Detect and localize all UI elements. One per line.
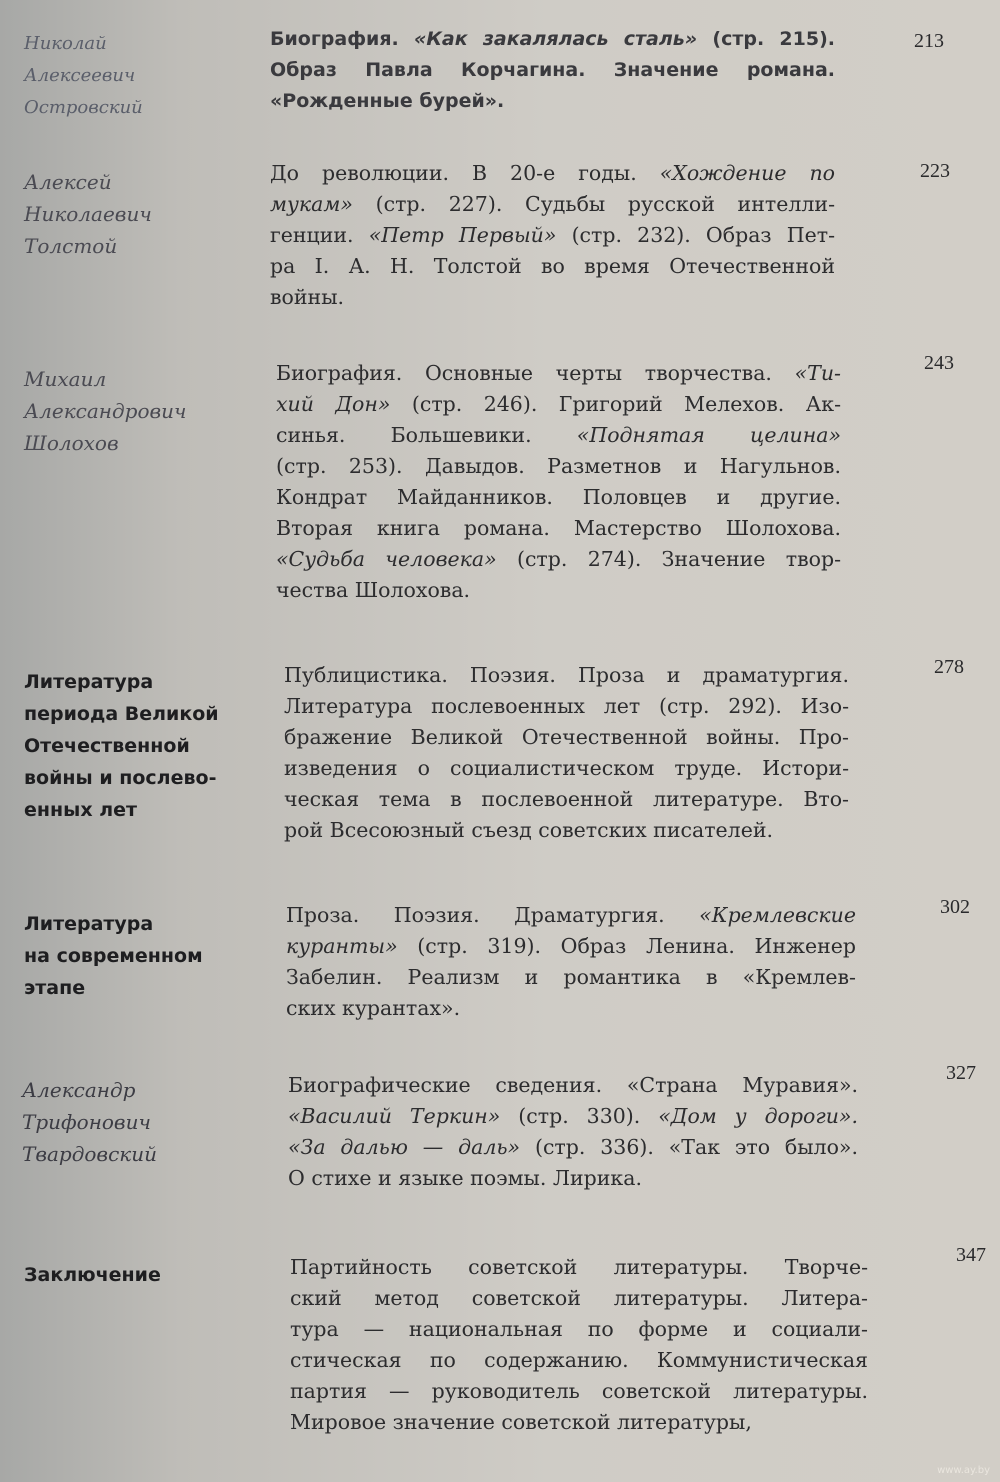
work-title: «Хождение по <box>659 161 835 185</box>
entry-description <box>288 1070 858 1194</box>
work-title: куранты» <box>286 934 398 958</box>
entry-heading: Литература периода Великой Отечественной войны и послево- енных лет <box>24 671 219 821</box>
description-line: Литература послевоенных лет (стр. 292). Изо- <box>284 694 849 718</box>
work-title: «Как закалялась сталь» <box>414 28 698 50</box>
description-line: Биография. «Как закалялась сталь» (стр. 215). <box>270 28 835 50</box>
entry-description <box>270 158 835 313</box>
description-line: изведения о социалистическом труде. Истори- <box>284 756 849 780</box>
description-line: Забелин. Реализм и романтика в «Кремлев- <box>286 965 856 989</box>
description-line: О стихе и языке поэмы. Лирика. <box>288 1166 642 1190</box>
page-number: 213 <box>914 30 944 52</box>
description-line: До революции. В 20-е годы. «Хождение по <box>270 161 835 185</box>
description-line: «Василий Теркин» (стр. 330). «Дом у дороги». <box>288 1104 858 1128</box>
entry-heading: Алексей Николаевич Толстой <box>24 170 152 258</box>
description-line: ских курантах». <box>286 996 461 1020</box>
description-line: Партийность советской литературы. Творче- <box>290 1255 868 1279</box>
entry-description <box>270 24 835 117</box>
description-line: генции. «Петр Первый» (стр. 232). Образ Пет- <box>270 223 835 247</box>
description-line: бражение Великой Отечественной войны. Про- <box>284 725 849 749</box>
entry-description <box>286 900 856 1024</box>
page-number: 223 <box>920 160 950 182</box>
page-number: 302 <box>940 896 970 918</box>
description-line: тура — национальная по форме и социали- <box>290 1317 868 1341</box>
work-title: хий Дон» <box>276 392 391 416</box>
entry-heading: Заключение <box>24 1264 161 1286</box>
description-line: Образ Павла Корчагина. Значение романа. <box>270 59 835 81</box>
entry-description <box>290 1252 868 1438</box>
work-title: мукам» <box>270 192 353 216</box>
page-number: 327 <box>946 1062 976 1084</box>
description-line: Кондрат Майданников. Половцев и другие. <box>276 485 841 509</box>
description-line: Биографические сведения. «Страна Муравия». <box>288 1073 858 1097</box>
description-line: мукам» (стр. 227). Судьбы русской интелли- <box>270 192 835 216</box>
description-line: ра I. А. Н. Толстой во время Отечественной <box>270 254 835 278</box>
description-line: хий Дон» (стр. 246). Григорий Мелехов. Ак- <box>276 392 841 416</box>
work-title: «Поднятая целина» <box>576 423 841 447</box>
work-title: «Дом у дороги». <box>658 1104 858 1128</box>
description-line: (стр. 253). Давыдов. Разметнов и Нагульнов. <box>276 454 841 478</box>
entry-heading: Михаил Александрович Шолохов <box>24 367 187 455</box>
description-line: Мировое значение советской литературы, <box>290 1410 752 1434</box>
description-line: куранты» (стр. 319). Образ Ленина. Инженер <box>286 934 856 958</box>
description-line: ский метод советской литературы. Литера- <box>290 1286 868 1310</box>
description-line: чества Шолохова. <box>276 578 471 602</box>
description-line: синья. Большевики. «Поднятая целина» <box>276 423 841 447</box>
description-line: «За далью — даль» (стр. 336). «Так это было». <box>288 1135 858 1159</box>
watermark: www.ay.by <box>937 1465 990 1476</box>
entry-heading: Александр Трифонович Твардовский <box>22 1078 157 1166</box>
work-title: «Петр Первый» <box>368 223 557 247</box>
description-line: Биография. Основные черты творчества. «Ти- <box>276 361 841 385</box>
entry-heading: Литература на современном этапе <box>24 913 203 999</box>
page-number: 278 <box>934 656 964 678</box>
description-line: стическая по содержанию. Коммунистическая <box>290 1348 868 1372</box>
description-line: Проза. Поэзия. Драматургия. «Кремлевские <box>286 903 856 927</box>
page-number: 347 <box>956 1244 986 1266</box>
description-line: «Рожденные бурей». <box>270 90 505 112</box>
work-title: «Ти- <box>794 361 841 385</box>
work-title: «Василий Теркин» <box>288 1104 501 1128</box>
description-line: рой Всесоюзный съезд советских писателей. <box>284 818 774 842</box>
description-line: партия — руководитель советской литературы. <box>290 1379 868 1403</box>
description-line: войны. <box>270 285 345 309</box>
entry-description <box>284 660 849 846</box>
page-number: 243 <box>924 352 954 374</box>
description-line: «Судьба человека» (стр. 274). Значение твор- <box>276 547 841 571</box>
description-line: Вторая книга романа. Мастерство Шолохова. <box>276 516 841 540</box>
entry-description <box>276 358 841 606</box>
entry-heading: Николай Алексеевич Островский <box>24 33 143 118</box>
work-title: «Судьба человека» <box>276 547 497 571</box>
work-title: «Кремлевские <box>699 903 856 927</box>
description-line: Публицистика. Поэзия. Проза и драматургия. <box>284 663 849 687</box>
work-title: «За далью — даль» <box>288 1135 521 1159</box>
description-line: ческая тема в послевоенной литературе. Вто- <box>284 787 849 811</box>
